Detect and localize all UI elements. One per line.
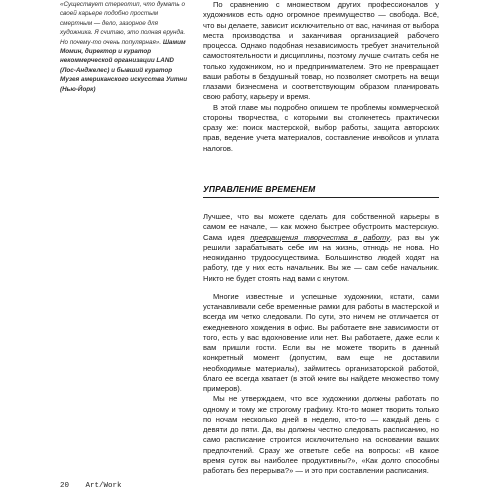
intro-paragraph-1: По сравнению с множеством других профессионалов у художников есть одно огромное преимущество — свобода. Всё, что вы делаете, зависит исключительно от вас, начиная от выбора места производства и заканчивая организацией рабочего процесса. Однако подобная независимость требует значительной самостоятельности и дисциплины, поэтому лучше считать себя не только художником, но и предпринимателем. Это не превращает ваши работы в бездушный товар, но позволяет смотреть на вещи глазами бизнесмена и соответствующим образом планировать свою работу, карьеру и время.: [203, 0, 439, 102]
intro-paragraph-2: В этой главе мы подробно опишем те проблемы коммерческой стороны творчества, с которыми вы столкнетесь практически сразу же: поиск мастерской, выбор работы, защита авторских прав, ведение учета материалов, составление инвойсов и уплата налогов.: [203, 102, 439, 153]
sidebar-attribution: Шамим Момин, директор и куратор некоммерческой организации LAND (Лос-Анджелес) и бывший куратор Музея американского искусства Уитни (Нью-Йорк): [60, 38, 188, 93]
section-spacer: [203, 154, 439, 184]
sidebar-quote-column: [60, 0, 188, 94]
time-management-paragraph-3: Мы не утверждаем, что все художники должны работать по одному и тому же строгому графику. Кто-то может творить только по ночам несколько дней в неделю, кто-то — каждый день с девяти до пяти. Да, вы должны честно следовать расписанию, но само расписание строится исключительно на основании ваших предпочтений. Сразу же ответьте себе на вопросы: «В какое время суток вы наиболее продуктивны?», «Как долго способны работать без перерыва?» — и это при составлении расписания.: [203, 394, 439, 475]
page-number: 20: [60, 482, 70, 490]
tm-para1-highlight: превращения творчества в работу: [250, 232, 390, 242]
time-management-paragraph-2: Многие известные и успешные художники, кстати, сами устанавливали себе временные рамки для работы в мастерской и всегда им четко следовали. По сути, это ничем не отличается от ежедневного хождения в офис. Вы работаете вне зависимости от того, есть у вас вдохновение или нет. Вы работаете, даже если к вам пришли гости. Если вы не можете творить в данный конкретный момент (допустим, вам еще не доставили необходимые материалы), займитесь организаторской работой, благо ее всегда хватает (в этой книге вы найдете множество тому примеров).: [203, 291, 439, 393]
section-heading: УПРАВЛЕНИЕ ВРЕМЕНЕМ: [203, 183, 316, 194]
tm-para1-start: Лучшее, что вы можете сделать для собственной карьеры в самом ее начале, — как можно быстрее обустроить мастерскую. Сама идея: [203, 212, 439, 242]
page-footer: [60, 482, 122, 490]
sidebar-quote-text: «Существует стереотип, что думать о своей карьере подобно простым смертным — дело, зазорное для художника. Я считаю, это полная ерунда. Но почему-то очень популярная».: [60, 1, 186, 46]
main-text-column: [203, 0, 439, 476]
paragraph-gap: [203, 284, 439, 292]
tm-para1-end: , раз вы уж решили зарабатывать себе им на жизнь, отнюдь не нова. Но неожиданно трудоосуществима. Большинство людей ходят на работу, где у них есть начальник. Вы же — сам себе начальник. Никто не будет стоять над вами с кнутом.: [203, 232, 439, 283]
heading-spacer: [203, 198, 439, 212]
time-management-paragraph-1: [203, 212, 439, 284]
sidebar-quote: [60, 0, 188, 94]
running-title: Art/Work: [85, 482, 122, 490]
